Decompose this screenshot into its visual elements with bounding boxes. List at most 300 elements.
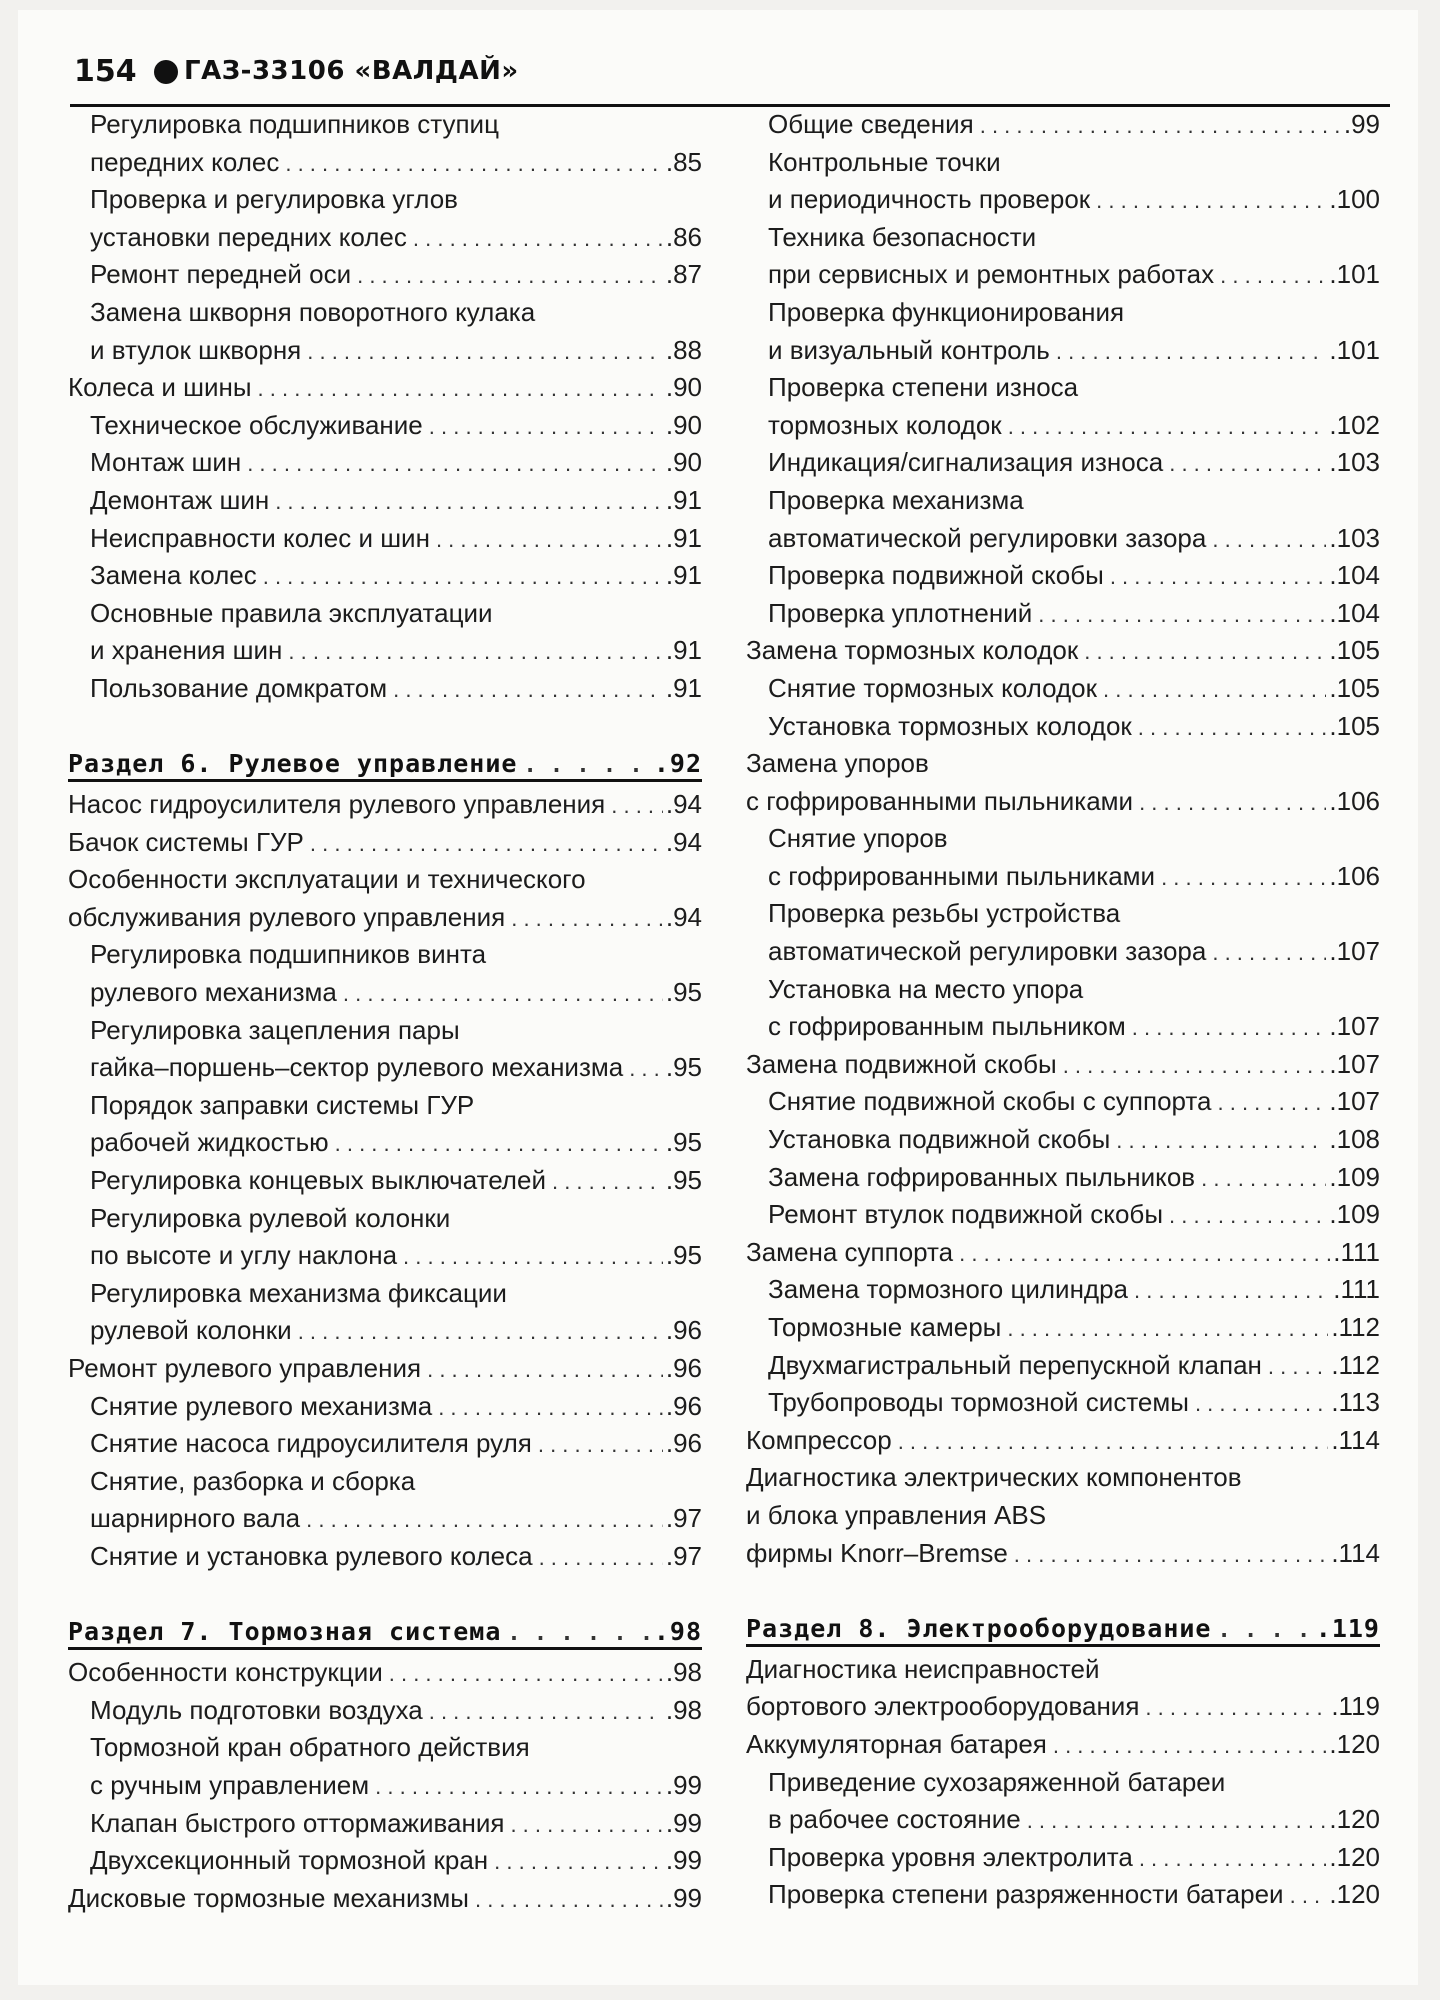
toc-page-number: .90 <box>665 409 702 440</box>
toc-entry-title: по высоте и углу наклона <box>90 1240 398 1271</box>
toc-page-number: .109 <box>1329 1161 1380 1192</box>
toc-page-number: .114 <box>1331 1537 1380 1568</box>
toc-entry <box>68 595 702 633</box>
toc-page-number: .96 <box>665 1315 702 1346</box>
toc-entry-title: Монтаж шин <box>90 447 242 478</box>
toc-entry-title: Двухсекционный тормозной кран <box>90 1845 489 1876</box>
toc-entry-title: шарнирного вала <box>90 1503 301 1534</box>
toc-entry <box>68 1500 702 1538</box>
toc-page-number: .113 <box>1331 1387 1380 1418</box>
toc-entry <box>746 369 1380 407</box>
toc-dot-leader <box>1008 408 1327 445</box>
toc-entry <box>68 861 702 899</box>
toc-entry-title: Проверка подвижной скобы <box>768 560 1104 591</box>
toc-dot-leader <box>1161 859 1326 896</box>
toc-entry <box>68 407 702 445</box>
toc-entry-title: с ручным управлением <box>90 1769 370 1800</box>
toc-dot-leader <box>475 1881 663 1918</box>
toc-dot-leader <box>310 825 663 862</box>
toc-dot-leader <box>1220 257 1326 294</box>
toc-right-column <box>746 106 1380 1914</box>
toc-entry-title: в рабочее состояние <box>768 1804 1021 1835</box>
toc-entry-title: Снятие упоров <box>768 823 948 854</box>
toc-entry-title: Дисковые тормозные механизмы <box>68 1882 469 1913</box>
toc-page-number: .94 <box>665 901 702 932</box>
toc-entry <box>68 144 702 182</box>
toc-page-number: .96 <box>665 1390 702 1421</box>
toc-entry-title: Проверка механизма <box>768 484 1024 515</box>
toc-entry <box>746 106 1380 144</box>
toc-entry-title: Регулировка концевых выключателей <box>90 1165 546 1196</box>
toc-entry <box>746 1234 1380 1272</box>
toc-page-number: .100 <box>1329 184 1380 215</box>
toc-entry <box>746 1046 1380 1084</box>
toc-page-number: .120 <box>1329 1879 1380 1910</box>
toc-entry <box>746 144 1380 182</box>
toc-entry <box>68 936 702 974</box>
toc-dot-leader <box>429 1693 663 1730</box>
toc-entry-title: Проверка уровня электролита <box>768 1841 1133 1872</box>
toc-dot-leader <box>1056 333 1327 370</box>
toc-page-number: .95 <box>665 1240 702 1271</box>
toc-entry <box>746 820 1380 858</box>
toc-entry <box>746 1459 1380 1497</box>
toc-dot-leader <box>263 558 663 595</box>
toc-entry <box>746 1159 1380 1197</box>
toc-entry <box>68 1805 702 1843</box>
toc-left-column <box>68 106 702 1917</box>
toc-entry-title: Проверка функционирования <box>768 296 1125 327</box>
toc-page-number: .96 <box>665 1428 702 1459</box>
toc-entry-title: Снятие насоса гидроусилителя руля <box>90 1428 532 1459</box>
toc-page-number: .107 <box>1329 1086 1380 1117</box>
toc-entry <box>746 1083 1380 1121</box>
toc-entry <box>68 369 702 407</box>
toc-entry <box>746 1422 1380 1460</box>
toc-entry <box>68 1312 702 1350</box>
toc-dot-leader <box>552 1163 663 1200</box>
page-number: 154 <box>74 54 137 89</box>
toc-entry <box>746 1651 1380 1689</box>
toc-entry <box>746 1309 1380 1347</box>
toc-entry-title: Проверка резьбы устройства <box>768 898 1121 929</box>
toc-entry <box>746 745 1380 783</box>
toc-entry-title: Трубопроводы тормозной системы <box>768 1387 1189 1418</box>
toc-entry <box>746 294 1380 332</box>
toc-entry-title: Ремонт передней оси <box>90 259 352 290</box>
toc-entry <box>68 332 702 370</box>
toc-dot-leader <box>1218 1612 1313 1647</box>
toc-entry-group <box>68 106 702 708</box>
toc-entry <box>68 1880 702 1918</box>
toc-page-number: .120 <box>1329 1841 1380 1872</box>
toc-dot-leader <box>247 445 663 482</box>
toc-page-number: .99 <box>665 1807 702 1838</box>
toc-entry <box>746 482 1380 520</box>
toc-dot-leader <box>1138 709 1327 746</box>
toc-dot-leader <box>1014 1536 1329 1573</box>
toc-dot-leader <box>511 900 663 937</box>
toc-entry <box>68 1350 702 1388</box>
toc-entry <box>746 1876 1380 1914</box>
toc-entry-title: Замена тормозных колодок <box>746 635 1079 666</box>
toc-page-number: .94 <box>665 789 702 820</box>
toc-entry-title: и блока управления ABS <box>746 1499 1047 1530</box>
toc-page-number: .94 <box>665 826 702 857</box>
toc-entry-title: Проверка уплотнений <box>768 597 1033 628</box>
toc-dot-leader <box>1084 633 1326 670</box>
toc-entry <box>68 1388 702 1426</box>
toc-entry-group <box>68 786 702 1575</box>
toc-page-number: .88 <box>665 334 702 365</box>
toc-entry-title: Пользование домкратом <box>90 672 388 703</box>
toc-dot-leader <box>1110 558 1327 595</box>
page-header <box>70 48 1390 107</box>
toc-dot-leader <box>275 483 663 520</box>
toc-dot-leader <box>427 1351 663 1388</box>
toc-entry <box>68 1425 702 1463</box>
toc-dot-leader <box>611 787 663 824</box>
toc-entry-title: бортового электрооборудования <box>746 1691 1140 1722</box>
toc-entry-title: рулевой колонки <box>90 1315 292 1346</box>
toc-entry-title: Особенности эксплуатации и технического <box>68 864 586 895</box>
toc-page-number: .98 <box>665 1657 702 1688</box>
toc-entry <box>68 786 702 824</box>
toc-section <box>68 745 702 782</box>
toc-entry <box>68 1729 702 1767</box>
toc-entry <box>746 444 1380 482</box>
toc-entry-title: Регулировка механизма фиксации <box>90 1277 507 1308</box>
toc-dot-leader <box>629 1050 663 1087</box>
toc-entry-title: Компрессор <box>746 1424 892 1455</box>
toc-entry-title: Приведение сухозаряженной батареи <box>768 1766 1226 1797</box>
toc-entry-title: Тормозной кран обратного действия <box>90 1732 530 1763</box>
toc-entry-title: Замена шкворня поворотного кулака <box>90 296 536 327</box>
toc-dot-leader <box>1038 596 1326 633</box>
toc-dot-leader <box>1103 671 1326 708</box>
toc-dot-leader <box>510 1806 662 1843</box>
toc-entry <box>746 1497 1380 1535</box>
toc-dot-leader <box>403 1238 663 1275</box>
toc-entry-title: Насос гидроусилителя рулевого управления <box>68 789 606 820</box>
toc-page-number: .99 <box>665 1845 702 1876</box>
toc-entry-title: Контрольные точки <box>768 146 1001 177</box>
toc-entry-title: Замена гофрированных пыльников <box>768 1161 1196 1192</box>
toc-dot-leader <box>1212 521 1326 558</box>
toc-page-number: .112 <box>1331 1312 1380 1342</box>
toc-entry-group <box>68 1654 702 1917</box>
toc-entry-title: передних колес <box>90 146 280 177</box>
toc-entry <box>746 783 1380 821</box>
toc-entry <box>68 1012 702 1050</box>
toc-page-number: .104 <box>1329 597 1380 628</box>
toc-dot-leader <box>1007 1310 1328 1347</box>
toc-entry <box>746 332 1380 370</box>
toc-page-number: .95 <box>665 977 702 1008</box>
toc-entry-title: Клапан быстрого оттормаживания <box>90 1807 505 1838</box>
toc-entry-title: Установка подвижной скобы <box>768 1124 1111 1155</box>
toc-entry-title: при сервисных и ремонтных работах <box>768 259 1215 290</box>
toc-entry-title: Порядок заправки системы ГУР <box>90 1089 475 1120</box>
toc-page-number: .112 <box>1331 1349 1380 1380</box>
toc-dot-leader <box>1212 934 1326 971</box>
toc-page-number: .114 <box>1331 1424 1380 1455</box>
toc-dot-leader <box>523 747 650 782</box>
toc-entry <box>68 181 702 219</box>
toc-entry <box>746 1726 1380 1764</box>
toc-entry <box>746 407 1380 445</box>
toc-entry-title: Установка на место упора <box>768 973 1084 1004</box>
toc-dot-leader <box>1218 1084 1327 1121</box>
toc-entry-title: Регулировка рулевой колонки <box>90 1202 451 1233</box>
toc-entry <box>746 708 1380 746</box>
toc-entry-title: Техническое обслуживание <box>90 409 423 440</box>
toc-entry-title: гайка–поршень–сектор рулевого механизма <box>90 1052 624 1083</box>
toc-page-number: .108 <box>1329 1124 1380 1155</box>
toc-entry-title: Замена суппорта <box>746 1236 954 1267</box>
toc-entry-title: Неисправности колес и шин <box>90 522 430 553</box>
toc-entry-title: Снятие тормозных колодок <box>768 672 1098 703</box>
toc-entry-title: Установка тормозных колодок <box>768 710 1132 741</box>
toc-entry-title: Особенности конструкции <box>68 1657 383 1688</box>
toc-entry-title: Бачок системы ГУР <box>68 826 304 857</box>
toc-section <box>68 1613 702 1650</box>
toc-entry <box>746 1008 1380 1046</box>
toc-entry-title: Снятие, разборка и сборка <box>90 1465 416 1496</box>
toc-entry <box>746 895 1380 933</box>
toc-entry-title: Раздел 7. Тормозная система <box>68 1617 502 1647</box>
toc-dot-leader <box>959 1235 1330 1272</box>
toc-page-number: .85 <box>665 146 702 177</box>
toc-entry-title: Тормозные камеры <box>768 1312 1002 1342</box>
toc-page-number: .101 <box>1329 259 1380 290</box>
book-title: ГАЗ-33106 «ВАЛДАЙ» <box>184 56 519 86</box>
toc-entry-title: рабочей жидкостью <box>90 1127 329 1158</box>
toc-dot-leader <box>1132 1009 1327 1046</box>
toc-entry-title: Замена тормозного цилиндра <box>768 1274 1129 1305</box>
toc-entry-title: Раздел 8. Электрооборудование <box>746 1613 1212 1643</box>
toc-entry-title: Колеса и шины <box>68 372 252 403</box>
toc-entry <box>68 670 702 708</box>
toc-page-number: .92 <box>653 749 702 779</box>
toc-entry-title: Снятие и установка рулевого колеса <box>90 1540 533 1571</box>
toc-entry <box>68 1654 702 1692</box>
toc-dot-leader <box>898 1423 1329 1460</box>
toc-entry-title: Ремонт втулок подвижной скобы <box>768 1199 1164 1230</box>
toc-entry <box>746 1764 1380 1802</box>
toc-entry-title: Замена колес <box>90 560 257 591</box>
toc-entry-title: Демонтаж шин <box>90 484 270 515</box>
header-bullet-icon <box>154 60 178 84</box>
toc-entry <box>746 670 1380 708</box>
toc-entry <box>68 1162 702 1200</box>
toc-entry <box>68 1087 702 1125</box>
toc-entry-title: Ремонт рулевого управления <box>68 1353 422 1383</box>
toc-section-heading <box>68 745 702 782</box>
toc-page-number: .91 <box>665 560 702 591</box>
section-spacer <box>68 1576 702 1614</box>
toc-dot-leader <box>1063 1047 1327 1084</box>
toc-entry <box>68 1463 702 1501</box>
toc-dot-leader <box>429 408 663 445</box>
toc-dot-leader <box>357 257 663 294</box>
toc-entry-title: с гофрированными пыльниками <box>746 785 1134 816</box>
toc-dot-leader <box>538 1426 663 1463</box>
toc-entry-title: Регулировка подшипников винта <box>90 939 487 970</box>
toc-page-number: .95 <box>665 1127 702 1158</box>
toc-page-number: .90 <box>665 372 702 403</box>
toc-dot-leader <box>335 1125 663 1162</box>
toc-page-number: .99 <box>665 1769 702 1800</box>
toc-entry-title: и периодичность проверок <box>768 184 1091 215</box>
toc-entry <box>746 520 1380 558</box>
toc-dot-leader <box>288 633 662 670</box>
toc-page-number: .111 <box>1333 1274 1380 1305</box>
toc-entry <box>746 1688 1380 1726</box>
toc-entry <box>68 1842 702 1880</box>
toc-page-number: .87 <box>665 259 702 290</box>
toc-dot-leader <box>980 107 1341 144</box>
toc-page-number: .103 <box>1329 447 1380 478</box>
toc-entry <box>68 444 702 482</box>
toc-section-heading <box>746 1610 1380 1647</box>
toc-entry-title: Модуль подготовки воздуха <box>90 1694 423 1725</box>
toc-page-number: .101 <box>1329 334 1380 365</box>
toc-dot-leader <box>1145 1689 1328 1726</box>
toc-section-heading <box>68 1613 702 1650</box>
toc-dot-leader <box>375 1768 663 1805</box>
toc-entry-title: Аккумуляторная батарея <box>746 1728 1047 1759</box>
toc-entry <box>746 933 1380 971</box>
toc-page-number: .91 <box>665 672 702 703</box>
toc-page-number: .86 <box>665 221 702 252</box>
toc-entry-title: и визуальный контроль <box>768 334 1050 365</box>
toc-dot-leader <box>1290 1877 1327 1914</box>
toc-entry-title: автоматической регулировки зазора <box>768 936 1207 967</box>
toc-page-number: .90 <box>665 447 702 478</box>
toc-entry <box>746 219 1380 257</box>
toc-dot-leader <box>1134 1272 1330 1309</box>
toc-entry-title: Снятие подвижной скобы с суппорта <box>768 1086 1212 1117</box>
toc-page-number: .97 <box>665 1503 702 1534</box>
toc-dot-leader <box>1116 1122 1326 1159</box>
toc-entry <box>746 632 1380 670</box>
toc-page-number: .95 <box>665 1052 702 1083</box>
toc-entry <box>68 557 702 595</box>
toc-entry <box>746 858 1380 896</box>
toc-entry <box>68 1538 702 1576</box>
toc-dot-leader <box>413 220 663 257</box>
toc-entry <box>746 1801 1380 1839</box>
toc-entry-title: Основные правила эксплуатации <box>90 597 493 628</box>
toc-page-number: .98 <box>665 1694 702 1725</box>
toc-dot-leader <box>258 370 663 407</box>
toc-entry <box>746 1121 1380 1159</box>
toc-dot-leader <box>298 1313 663 1350</box>
toc-dot-leader <box>307 333 663 370</box>
toc-page-number: .107 <box>1329 1048 1380 1079</box>
toc-entry-title: с гофрированным пыльником <box>768 1011 1126 1042</box>
toc-dot-leader <box>1169 445 1326 482</box>
toc-entry-title: рулевого механизма <box>90 977 337 1008</box>
toc-entry <box>746 181 1380 219</box>
toc-dot-leader <box>438 1389 663 1426</box>
toc-dot-leader <box>1096 182 1326 219</box>
toc-entry <box>746 595 1380 633</box>
toc-dot-leader <box>1053 1727 1327 1764</box>
toc-entry <box>746 256 1380 294</box>
toc-page-number: .97 <box>665 1540 702 1571</box>
toc-entry <box>68 632 702 670</box>
toc-page-number: .95 <box>665 1165 702 1196</box>
toc-entry <box>68 256 702 294</box>
toc-dot-leader <box>494 1843 663 1880</box>
toc-dot-leader <box>539 1539 663 1576</box>
toc-entry-title: фирмы Knorr–Bremse <box>746 1537 1008 1568</box>
toc-entry <box>746 1839 1380 1877</box>
toc-page-number: .91 <box>665 635 702 666</box>
toc-entry <box>68 1692 702 1730</box>
toc-page-number: .99 <box>1343 109 1380 139</box>
toc-entry <box>746 971 1380 1009</box>
toc-page-number: .119 <box>1315 1613 1380 1643</box>
toc-entry-title: Диагностика неисправностей <box>746 1653 1100 1684</box>
toc-entry-group <box>746 1651 1380 1914</box>
toc-page-number: .98 <box>653 1617 702 1647</box>
toc-entry <box>68 1049 702 1087</box>
toc-dot-leader <box>1139 784 1326 821</box>
toc-page-number: .107 <box>1329 1011 1380 1042</box>
toc-entry-title: с гофрированными пыльниками <box>768 860 1156 891</box>
toc-entry-title: Замена подвижной скобы <box>746 1048 1057 1079</box>
toc-entry-title: установки передних колес <box>90 221 407 252</box>
toc-dot-leader <box>436 521 663 558</box>
section-spacer <box>68 708 702 746</box>
toc-page-number: .103 <box>1329 522 1380 553</box>
toc-entry <box>68 482 702 520</box>
toc-entry <box>746 557 1380 595</box>
toc-entry <box>68 1767 702 1805</box>
toc-entry-title: обслуживания рулевого управления <box>68 901 506 932</box>
toc-entry-title: Снятие рулевого механизма <box>90 1390 433 1421</box>
toc-page-number: .96 <box>665 1353 702 1383</box>
toc-entry <box>68 219 702 257</box>
toc-entry-title: Проверка степени износа <box>768 372 1079 403</box>
toc-entry-group <box>746 106 1380 1572</box>
toc-entry <box>68 1275 702 1313</box>
toc-entry <box>746 1535 1380 1573</box>
toc-dot-leader <box>285 145 662 182</box>
toc-entry-title: Проверка и регулировка углов <box>90 184 458 215</box>
toc-entry-title: тормозных колодок <box>768 409 1002 440</box>
toc-dot-leader <box>1169 1197 1326 1234</box>
toc-entry-title: Раздел 6. Рулевое управление <box>68 749 518 779</box>
toc-entry-title: Техника безопасности <box>768 221 1037 252</box>
toc-page-number: .111 <box>1333 1236 1380 1267</box>
toc-page-number: .105 <box>1329 672 1380 703</box>
toc-dot-leader <box>343 975 663 1012</box>
toc-dot-leader <box>1201 1160 1326 1197</box>
toc-page-number: .120 <box>1329 1728 1380 1759</box>
toc-page-number: .102 <box>1329 409 1380 440</box>
toc-section <box>746 1610 1380 1647</box>
toc-dot-leader <box>393 671 663 708</box>
toc-dot-leader <box>1268 1348 1328 1385</box>
toc-entry-title: Замена упоров <box>746 748 929 779</box>
toc-entry <box>68 1200 702 1238</box>
toc-entry-title: Диагностика электрических компонентов <box>746 1462 1242 1493</box>
toc-entry-title: Регулировка зацепления пары <box>90 1014 460 1045</box>
